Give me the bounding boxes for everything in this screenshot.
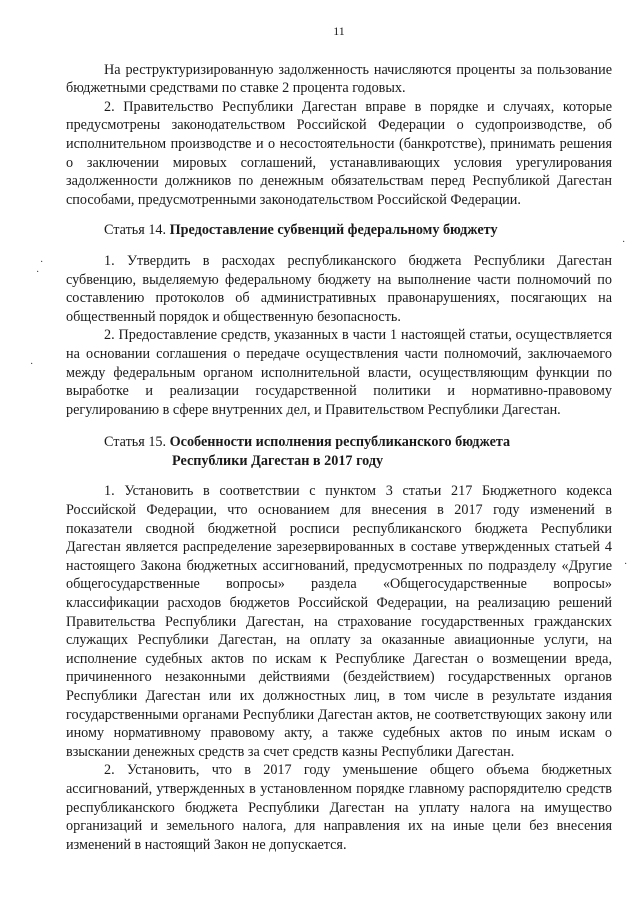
page-number: 11	[333, 24, 345, 38]
document-page	[66, 22, 612, 854]
scan-mark: ·	[36, 267, 40, 278]
article-15-heading	[66, 433, 612, 470]
paragraph: 2. Установить, что в 2017 году уменьшение общего объема бюджетных ассигнований, утвержденных в установленном порядке главному распорядителю средств республиканского бюджета Республики Дагестан на уплату налога на имущество организаций и земельного налога, для направления их на иные цели без внесения изменений в настоящий Закон не допускается.	[66, 762, 612, 853]
paragraph: 1. Установить в соответствии с пунктом 3 статьи 217 Бюджетного кодекса Российской Федерации, что основанием для внесения в 2017 году изменений в показатели сводной бюджетной росписи республиканского бюджета Республики Дагестан является распределение зарезервированных в составе утвержденных статьей 4 настоящего Закона бюджетных ассигнований, предусмотренных по подразделу «Другие общегосударственные вопросы» раздела «Общегосударственные вопросы» классификации расходов бюджетов Российской Федерации, на реализацию решений Правительства Республики Дагестан, на страхование государственных гражданских служащих Республики Дагестан, на оплату за оказанные авиационные услуги, на исполнение судебных актов по искам к Республике Дагестан о возмещении вреда, причиненного незаконными действиями (бездействием) государственных органов Республики Дагестан или их должностных лиц, в том числе в результате издания государственными органами Республики Дагестан актов, не соответствующих закону или иному нормативному правовому акту, а также судебных актов по иным искам о взыскании денежных средств за счет средств казны Республики Дагестан.	[66, 483, 612, 760]
article-label: Статья 14.	[104, 222, 167, 239]
scan-mark: ·	[30, 359, 34, 370]
scan-mark: ·	[40, 257, 44, 268]
paragraph: 1. Утвердить в расходах республиканского бюджета Республики Дагестан субвенцию, выделяемую федеральному бюджету на выполнение части полномочий по составлению протоколов об административных правонарушениях, посягающих на общественный порядок и общественную безопасность.	[66, 252, 612, 325]
scan-mark: ·	[622, 237, 626, 248]
article-title-line1: Особенности исполнения республиканского бюджета	[169, 434, 511, 451]
scan-mark: ·	[624, 559, 628, 570]
article-14-heading	[66, 221, 612, 240]
paragraph: 2. Правительство Республики Дагестан вправе в порядке и случаях, которые предусмотрены законодательством Российской Федерации о судопроизводстве, об исполнительном производстве и о несостоятельности (банкротстве), принимать решения о заключении мировых соглашений, устанавливающих условия урегулирования задолженности должников по денежным обязательствам перед Республикой Дагестан способами, предусмотренными законодательством Российской Федерации.	[66, 98, 612, 208]
article-title-line2: Республики Дагестан в 2017 году	[172, 452, 384, 469]
paragraph: 2. Предоставление средств, указанных в части 1 настоящей статьи, осуществляется на основании соглашения о передаче осуществления части полномочий, заключаемого между федеральным органом исполнительной власти, осуществляющим функции по выработке и реализации государственной политики и нормативно-правовому регулированию в сфере внутренних дел, и Правительством Республики Дагестан.	[66, 327, 612, 418]
article-title: Предоставление субвенций федеральному бюджету	[169, 222, 498, 239]
paragraph: На реструктуризированную задолженность начисляются проценты за пользование бюджетными средствами по ставке 2 процента годовых.	[66, 61, 612, 97]
article-label: Статья 15.	[104, 434, 167, 451]
